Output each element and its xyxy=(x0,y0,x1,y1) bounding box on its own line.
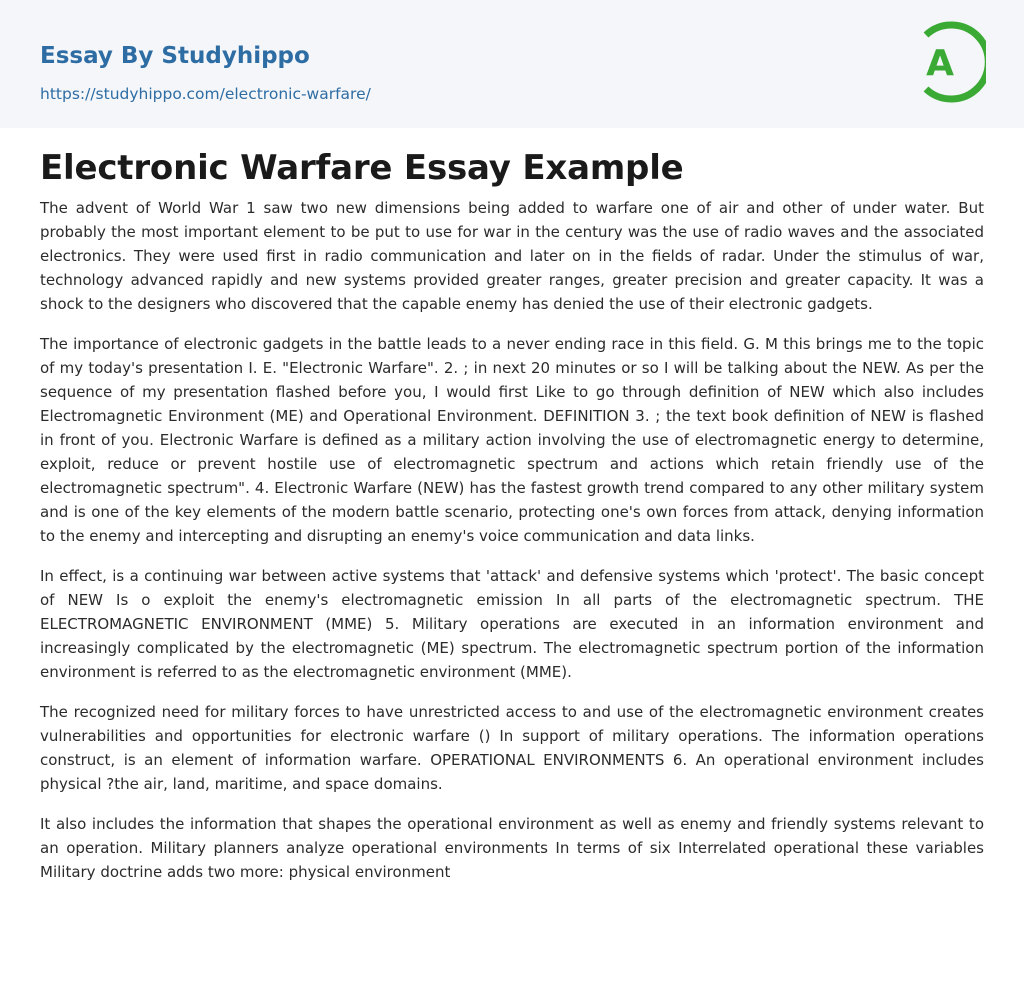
essay-url-link[interactable]: https://studyhippo.com/electronic-warfare/ xyxy=(40,85,371,103)
brand-title[interactable]: Essay By Studyhippo xyxy=(40,43,310,69)
paragraph: The importance of electronic gadgets in the battle leads to a never ending race in this field. G. M this brings me to the topic of my today's presentation I. E. "Electronic Warfare". 2. ; in next 20 minutes or so I will be talking about the NEW. As per the sequence of my presentation flashed before you, I would first Like to go through definition of NEW which also includes Electromagnetic Environment (ME) and Operational Environment. DEFINITION 3. ; the text book definition of NEW is flashed in front of you. Electronic Warfare is defined as a military action involving the use of electromagnetic energy to determine, exploit, reduce or prevent hostile use of electromagnetic spectrum and actions which retain friendly use of the electromagnetic spectrum". 4. Electronic Warfare (NEW) has the fastest growth trend compared to any other military system and is one of the key elements of the modern battle scenario, protecting one's own forces from attack, denying information to the enemy and intercepting and disrupting an enemy's voice communication and data links. xyxy=(40,335,984,545)
paragraph: It also includes the information that shapes the operational environment as well as enemy and friendly systems relevant to an operation. Military planners analyze operational environments In terms of six Interrelated operational these variables Military doctrine adds two more: physical environment xyxy=(40,815,984,881)
logo-letter: A xyxy=(926,43,954,84)
page-title: Electronic Warfare Essay Example xyxy=(40,148,684,188)
paragraph: The recognized need for military forces to have unrestricted access to and use of the electromagnetic environment creates vulnerabilities and opportunities for electronic warfare () In support of military operations. The information operations construct, is an element of information warfare. OPERATIONAL ENVIRONMENTS 6. An operational environment includes physical ?the air, land, maritime, and space domains. xyxy=(40,703,984,793)
site-header xyxy=(0,0,1024,128)
paragraph: In effect, is a continuing war between active systems that 'attack' and defensive systems which 'protect'. The basic concept of NEW Is o exploit the enemy's electromagnetic emission In all parts of the electromagnetic spectrum. THE ELECTROMAGNETIC ENVIRONMENT (MME) 5. Military operations are executed in an information environment and increasingly complicated by the electromagnetic (ME) spectrum. The electromagnetic spectrum portion of the information environment is referred to as the electromagnetic environment (MME). xyxy=(40,567,984,681)
article xyxy=(40,142,984,900)
paragraph: The advent of World War 1 saw two new dimensions being added to warfare one of air and other of under water. But probably the most important element to be put to use for war in the century was the use of radio waves and the associated electronics. They were used first in radio communication and later on in the fields of radar. Under the stimulus of war, technology advanced rapidly and new systems provided greater ranges, greater precision and greater capacity. It was a shock to the designers who discovered that the capable enemy has denied the use of their electronic gadgets. xyxy=(40,199,984,313)
studyhippo-logo-icon[interactable] xyxy=(912,19,986,105)
